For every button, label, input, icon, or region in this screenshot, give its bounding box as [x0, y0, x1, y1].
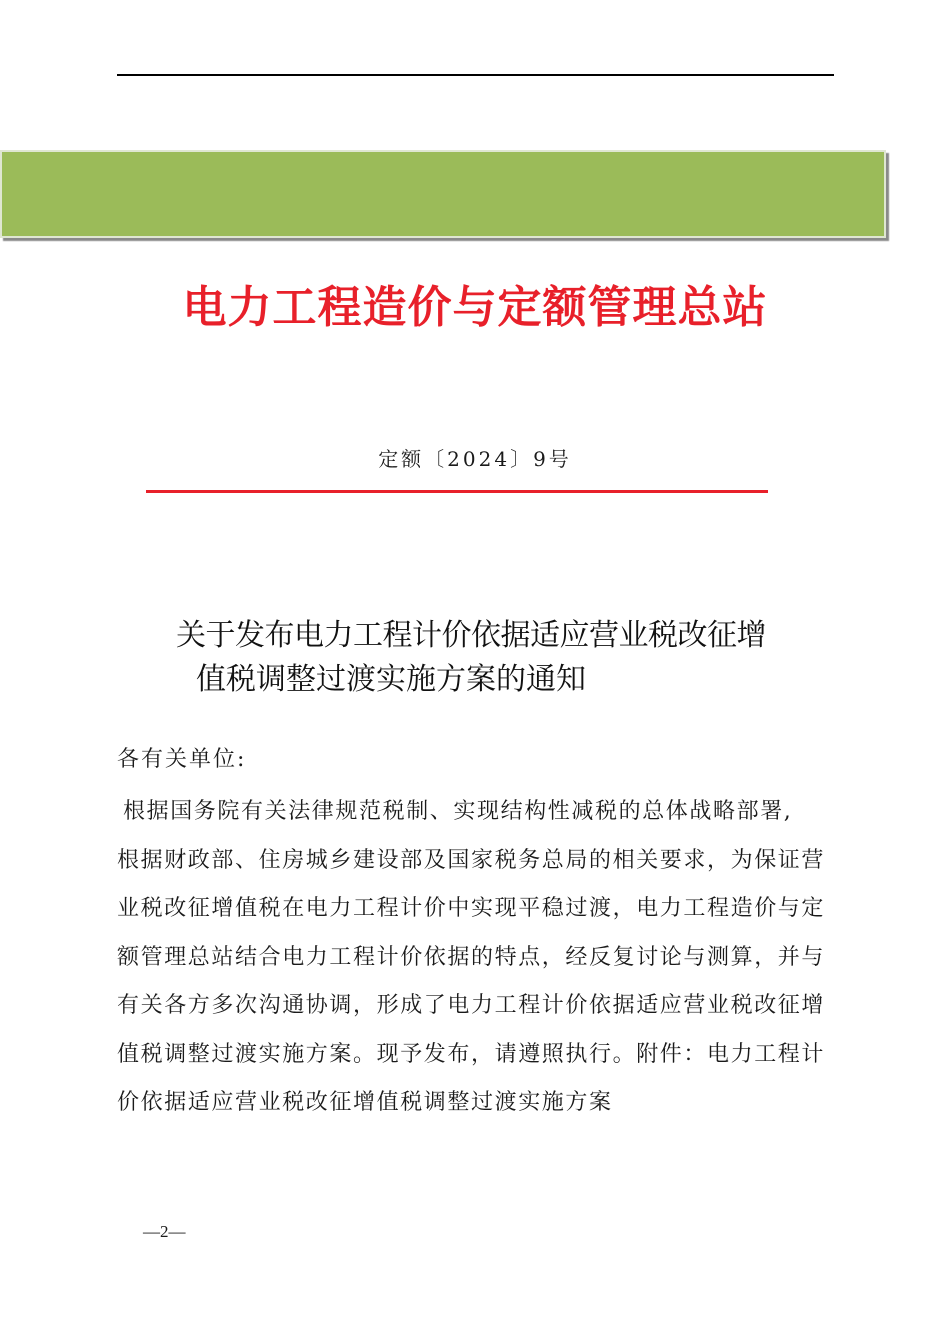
- body-line: 根据财政部、住房城乡建设部及国家税务总局的相关要求，为保证营: [117, 847, 826, 873]
- page-number: —2—: [143, 1222, 186, 1241]
- red-divider-line: [146, 490, 768, 493]
- notice-body: [117, 788, 883, 1128]
- document-number: 定额〔2024〕9号: [378, 447, 572, 471]
- body-line: 值税调整过渡实施方案。现予发布，请遵照执行。附件：电力工程计: [117, 1041, 826, 1067]
- body-line: 业税改征增值税在电力工程计价中实现平稳过渡，电力工程造价与定: [117, 896, 826, 921]
- header-banner: [0, 150, 886, 238]
- notice-title: [176, 614, 896, 702]
- body-line: 额管理总站结合电力工程计价依据的特点，经反复讨论与测算，并与: [117, 944, 826, 970]
- top-divider-line: [117, 74, 834, 76]
- organization-name: 电力工程造价与定额管理总站: [182, 282, 768, 333]
- body-line: 价依据适应营业税改征增值税调整过渡实施方案: [117, 1090, 613, 1115]
- body-line: 有关各方多次沟通协调，形成了电力工程计价依据适应营业税改征增: [117, 993, 826, 1018]
- salutation: 各有关单位:: [117, 747, 247, 772]
- body-line: 根据国务院有关法律规范税制、实现结构性减税的总体战略部署,: [123, 799, 793, 824]
- notice-title-line-2: 值税调整过渡实施方案的通知: [196, 662, 586, 697]
- notice-title-line-1: 关于发布电力工程计价依据适应营业税改征增: [176, 618, 766, 653]
